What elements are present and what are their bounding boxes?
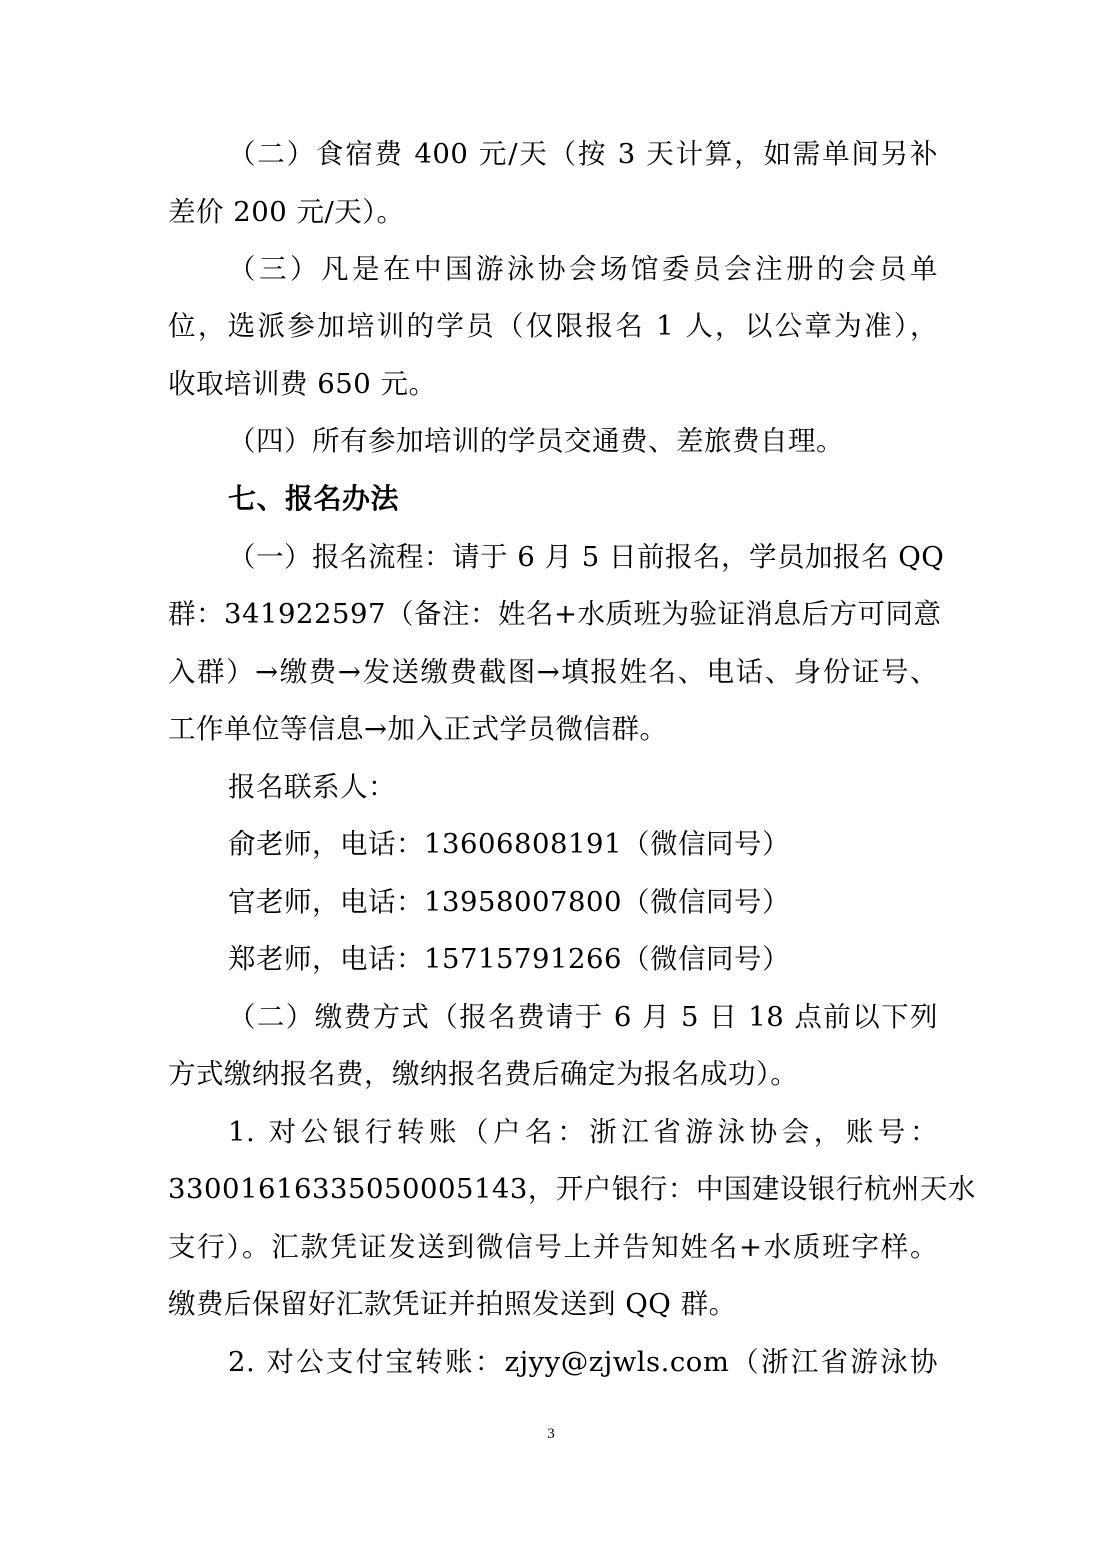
paragraph-line: 位，选派参加培训的学员（仅限报名 1 人，以公章为准），	[168, 310, 938, 342]
paragraph-line: 33001616335050005143，开户银行：中国建设银行杭州天水	[168, 1173, 976, 1205]
paragraph-line: （二）缴费方式（报名费请于 6 月 5 日 18 点前以下列	[228, 1001, 938, 1033]
contact-label: 报名联系人：	[228, 771, 396, 803]
paragraph-line: 入群）→缴费→发送缴费截图→填报姓名、电话、身份证号、	[168, 656, 938, 688]
paragraph-line: 2. 对公支付宝转账：zjyy@zjwls.com（浙江省游泳协	[228, 1346, 938, 1378]
section-heading: 七、报名办法	[228, 482, 400, 515]
paragraph-line: 缴费后保留好汇款凭证并拍照发送到 QQ 群。	[168, 1288, 737, 1320]
paragraph-line: 差价 200 元/天）。	[168, 196, 405, 228]
page-number: 3	[547, 1426, 555, 1442]
paragraph-line: 方式缴纳报名费，缴纳报名费后确定为报名成功）。	[168, 1058, 799, 1090]
paragraph-line: 收取培训费 650 元。	[168, 368, 437, 400]
contact-line: 郑老师，电话：15715791266（微信同号）	[228, 943, 790, 975]
contact-line: 官老师，电话：13958007800（微信同号）	[228, 886, 790, 918]
paragraph-line: （四）所有参加培训的学员交通费、差旅费自理。	[228, 425, 844, 457]
contact-line: 俞老师，电话：13606808191（微信同号）	[228, 828, 790, 860]
paragraph-line: 工作单位等信息→加入正式学员微信群。	[168, 713, 668, 745]
paragraph-line: （一）报名流程：请于 6 月 5 日前报名，学员加报名 QQ	[228, 541, 945, 573]
paragraph-line: 支行）。汇款凭证发送到微信号上并告知姓名+水质班字样。	[168, 1231, 938, 1263]
paragraph-line: （二）食宿费 400 元/天（按 3 天计算，如需单间另补	[228, 138, 938, 170]
paragraph-line: 群：341922597（备注：姓名+水质班为验证消息后方可同意	[168, 598, 942, 630]
paragraph-line: 1. 对公银行转账（户名：浙江省游泳协会，账号：	[228, 1116, 938, 1148]
paragraph-line: （三）凡是在中国游泳协会场馆委员会注册的会员单	[228, 253, 938, 285]
